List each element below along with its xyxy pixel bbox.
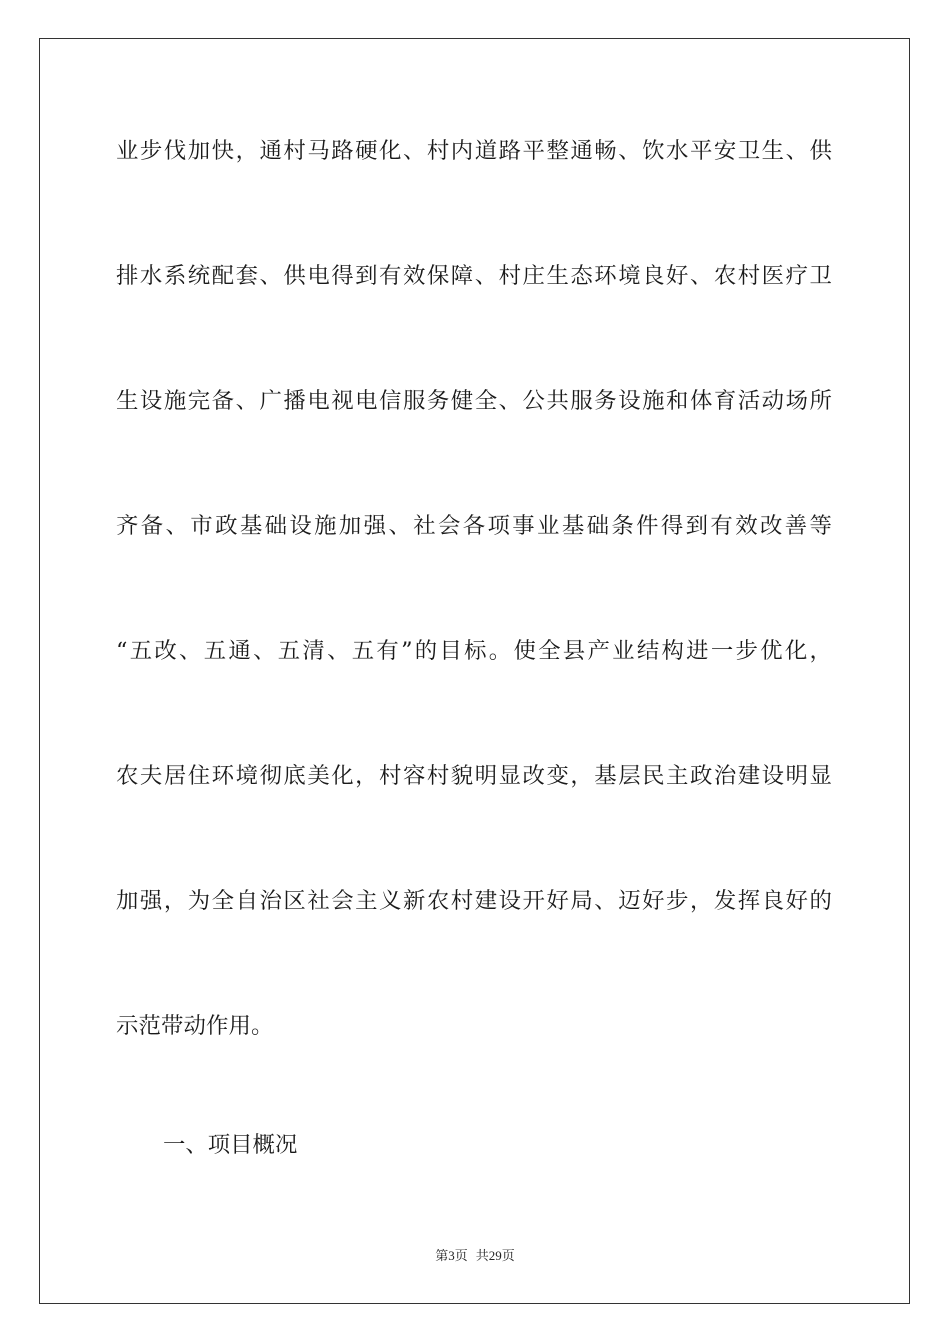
paragraph-line: 示范带动作用。 [116,1013,274,1039]
paragraph-line: 加强，为全自治区社会主义新农村建设开好局、迈好步，发挥良好的 [116,888,832,914]
page-total: 共29页 [475,1248,515,1263]
paragraph-line: 齐备、市政基础设施加强、社会各项事业基础条件得到有效改善等 [116,513,832,539]
page-number: 第3页 [435,1248,468,1263]
page-footer [0,1247,950,1265]
section-heading: 一、项目概况 [163,1132,298,1158]
page-border [39,38,910,1304]
paragraph-line: 农夫居住环境彻底美化，村容村貌明显改变，基层民主政治建设明显 [116,763,832,789]
paragraph-line: 生设施完备、广播电视电信服务健全、公共服务设施和体育活动场所 [116,388,832,414]
paragraph-line: “五改、五通、五清、五有”的目标。使全县产业结构进一步优化， [116,638,832,664]
paragraph-line: 业步伐加快，通村马路硬化、村内道路平整通畅、饮水平安卫生、供 [116,138,832,164]
paragraph-line: 排水系统配套、供电得到有效保障、村庄生态环境良好、农村医疗卫 [116,263,832,289]
